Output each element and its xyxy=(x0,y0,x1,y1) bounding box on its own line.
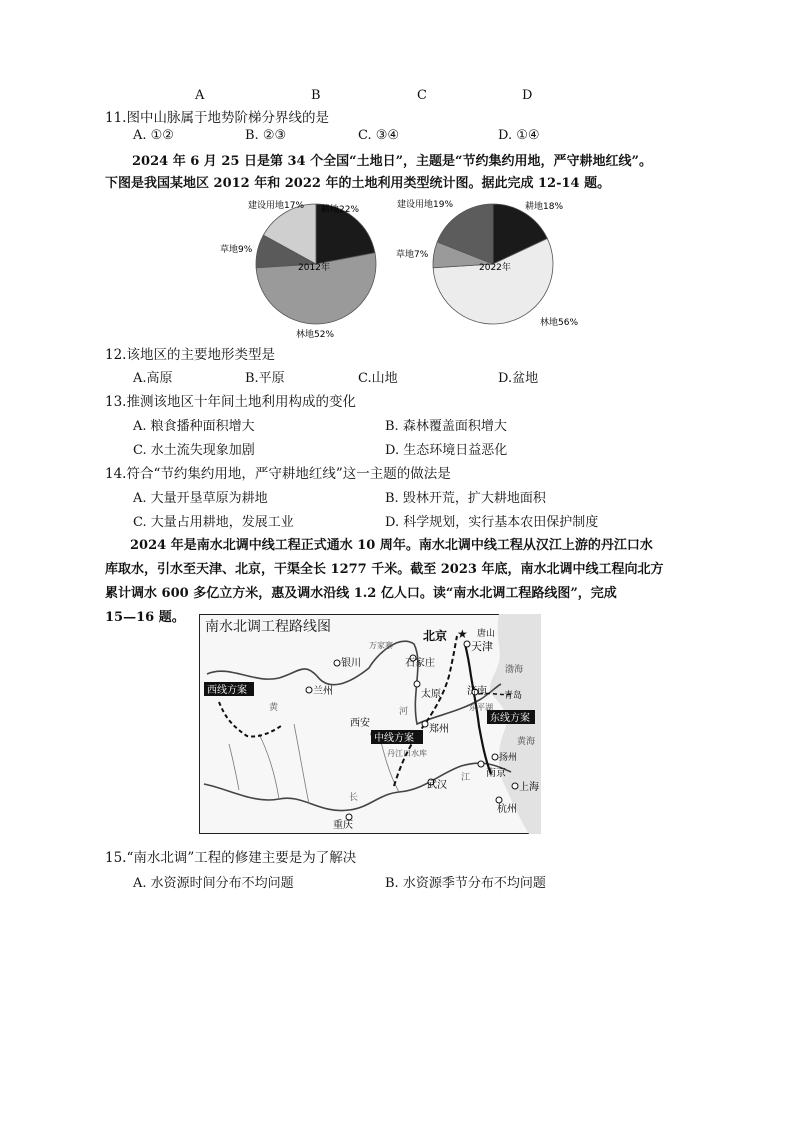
city-jinan: 济南 xyxy=(467,686,487,697)
question-14-stem: 14.符合“节约集约用地，严守耕地红线”这一主题的做法是 xyxy=(105,466,451,482)
city-hangzhou: 杭州 xyxy=(497,804,517,815)
city-qingdao: 青岛 xyxy=(504,691,523,701)
question-13-option-d[interactable]: D. 生态环境日益恶化 xyxy=(385,443,508,458)
city-yangzhou: 扬州 xyxy=(499,753,518,763)
place-danjiangkou: 丹江口水库 xyxy=(387,749,427,758)
south-north-water-diversion-map xyxy=(199,614,541,834)
city-zhengzhou: 郑州 xyxy=(429,724,449,735)
question-13-option-c[interactable]: C. 水土流失现象加剧 xyxy=(133,443,255,458)
question-15-stem: 15.“南水北调”工程的修建主要是为了解决 xyxy=(105,850,357,866)
east-route-label: 东线方案 xyxy=(490,713,530,724)
image-option-label-b: B xyxy=(311,88,321,103)
pie-2012-center-label: 2012年 xyxy=(298,263,330,273)
question-13-option-a[interactable]: A. 粮食播种面积增大 xyxy=(133,419,255,434)
question-12-option-c[interactable]: C.山地 xyxy=(358,371,398,386)
material-2-line-3: 累计调水 600 多亿立方米，惠及调水沿线 1.2 亿人口。读“南水北调工程路线图”，完成 xyxy=(105,586,617,601)
city-taiyuan: 太原 xyxy=(421,689,441,700)
question-12-option-a[interactable]: A.高原 xyxy=(133,371,173,386)
river-chang: 长 xyxy=(349,793,359,803)
land-use-pie-charts xyxy=(200,192,600,340)
pie-2022-label-grassland: 草地7% xyxy=(396,250,429,260)
material-2-line-4: 15—16 题。 xyxy=(105,610,185,625)
question-14-option-b[interactable]: B. 毁林开荒，扩大耕地面积 xyxy=(385,491,546,506)
pie-2012-label-forest: 林地52% xyxy=(296,330,335,340)
material-1-line-1: 2024 年 6 月 25 日是第 34 个全国“土地日”，主题是“节约集约用地，严守耕地红线”。 xyxy=(132,154,653,169)
city-tianjin: 天津 xyxy=(471,640,493,653)
middle-route-label: 中线方案 xyxy=(374,733,414,744)
map-title: 南水北调工程路线图 xyxy=(205,619,331,635)
city-shanghai: 上海 xyxy=(519,782,539,793)
question-11-option-b[interactable]: B. ②③ xyxy=(245,128,287,143)
river-he: 河 xyxy=(399,707,409,717)
sea-bohai: 渤海 xyxy=(505,665,524,675)
material-2-line-1: 2024 年是南水北调中线工程正式通水 10 周年。南水北调中线工程从汉江上游的丹江口水 xyxy=(130,538,653,553)
question-11-option-c[interactable]: C. ③④ xyxy=(358,128,400,143)
question-15-option-a[interactable]: A. 水资源时间分布不均问题 xyxy=(133,876,294,891)
city-beijing: 北京 xyxy=(423,629,448,643)
question-12-stem: 12.该地区的主要地形类型是 xyxy=(105,347,275,363)
pie-2012-label-grassland: 草地9% xyxy=(220,245,253,255)
pie-2022-center-label: 2022年 xyxy=(479,263,511,273)
question-12-option-b[interactable]: B.平原 xyxy=(245,371,285,386)
question-14-option-c[interactable]: C. 大量占用耕地，发展工业 xyxy=(133,515,294,530)
question-14-option-a[interactable]: A. 大量开垦草原为耕地 xyxy=(133,491,268,506)
question-14-option-d[interactable]: D. 科学规划，实行基本农田保护制度 xyxy=(385,515,599,530)
city-xian: 西安 xyxy=(350,718,370,729)
river-jiang: 江 xyxy=(461,773,471,783)
image-option-label-c: C xyxy=(417,88,427,103)
place-dongpinghu: 东平湖 xyxy=(469,703,493,712)
material-2-line-2: 库取水，引水至天津、北京，干渠全长 1277 千米。截至 2023 年底，南水北调中线工程向北方 xyxy=(105,562,664,577)
west-route-label: 西线方案 xyxy=(207,685,247,696)
river-huang: 黄 xyxy=(269,703,279,713)
sea-huanghai: 黄海 xyxy=(517,737,536,747)
image-option-label-d: D xyxy=(522,88,533,103)
city-yinchuan: 银川 xyxy=(341,658,361,669)
beijing-star-icon: ★ xyxy=(457,627,468,641)
pie-2012-label-construction: 建设用地17% xyxy=(248,201,305,211)
question-11-option-d[interactable]: D. ①④ xyxy=(498,128,540,143)
pie-2012-label-farmland: 耕地22% xyxy=(321,205,360,215)
pie-2022-label-forest: 林地56% xyxy=(540,318,579,328)
question-11-option-a[interactable]: A. ①② xyxy=(133,128,174,143)
question-12-option-d[interactable]: D.盆地 xyxy=(498,371,539,386)
city-lanzhou: 兰州 xyxy=(313,686,333,697)
city-chongqing: 重庆 xyxy=(333,820,353,831)
place-wanjiazhai: 万家寨 xyxy=(369,641,393,650)
pie-2022-label-construction: 建设用地19% xyxy=(397,200,454,210)
pie-2022-label-farmland: 耕地18% xyxy=(525,202,564,212)
question-13-option-b[interactable]: B. 森林覆盖面积增大 xyxy=(385,419,507,434)
question-11-stem: 11.图中山脉属于地势阶梯分界线的是 xyxy=(105,110,329,126)
question-13-stem: 13.推测该地区十年间土地利用构成的变化 xyxy=(105,394,356,410)
image-option-label-a: A xyxy=(195,88,205,103)
material-1-line-2: 下图是我国某地区 2012 年和 2022 年的土地利用类型统计图。据此完成 12-14 题。 xyxy=(105,176,611,191)
city-nanjing: 南京 xyxy=(486,768,506,779)
city-shijiazhuang: 石家庄 xyxy=(405,658,435,669)
question-15-option-b[interactable]: B. 水资源季节分布不均问题 xyxy=(385,876,546,891)
city-wuhan: 武汉 xyxy=(427,780,447,791)
city-tangshan: 唐山 xyxy=(477,629,496,639)
